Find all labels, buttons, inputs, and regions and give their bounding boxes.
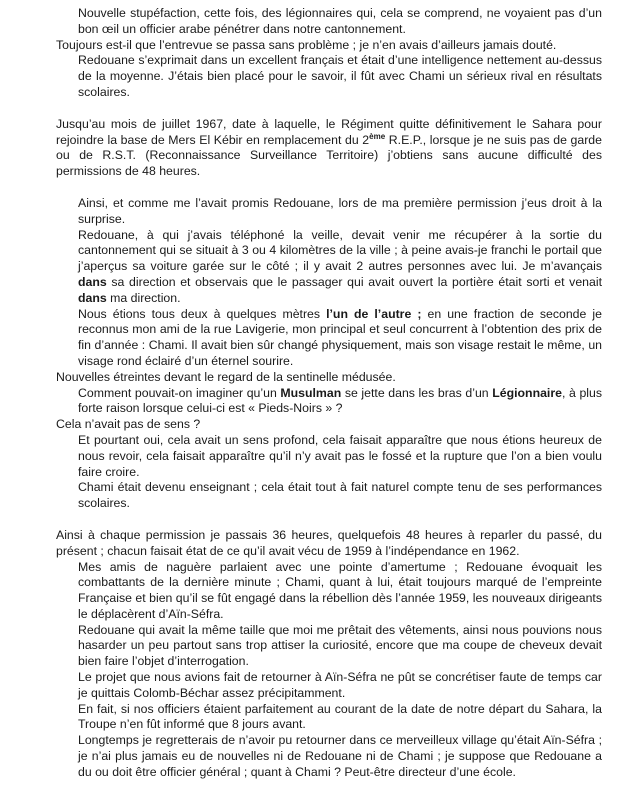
paragraph-8: Nouvelles étreintes devant le regard de la sentinelle médusée. bbox=[56, 369, 396, 384]
paragraph-3: Redouane s’exprimait dans un excellent français et était d’une intelligence nettement au-dessus de la moyenne. J’étais bien placé pour le savoir, il fût avec Chami un sérieux rival en résultats scolaires. bbox=[78, 53, 602, 99]
paragraph-15: Redouane qui avait la même taille que moi me prêtait des vêtements, ainsi nous pouvions nous hasarder un peu partout sans trop attiser la curiosité, encore que ma coupe de cheveux devait bien faire l’objet d’interrogation. bbox=[78, 622, 602, 669]
paragraph-12: Chami était devenu enseignant ; cela était tout à fait naturel compte tenu de ses performances scolaires. bbox=[78, 480, 602, 511]
paragraph-gap bbox=[56, 512, 602, 528]
paragraph-16: Le projet que nous avions fait de retourner à Aïn-Séfra ne pût se concrétiser faute de temps car je quittais Colomb-Béchar assez précipitamment. bbox=[78, 670, 602, 700]
paragraph-2: Toujours est-il que l’entrevue se passa sans problème ; je n’en avais d’ailleurs jamais douté. bbox=[56, 37, 557, 52]
paragraph-6: Redouane, à qui j’avais téléphoné la veille, devait venir me récupérer à la sortie du cantonnement qui se situait à 3 ou 4 kilomètres de la ville ; à peine avais-je franchi le portail que j’aperçus sa voiture garée sur le côté ; il y avait 2 autres personnes avec lui. Je m’avançais dans sa direction et observais que le passager qui avait ouvert la portière était sorti et venait dans ma direction. bbox=[78, 227, 602, 305]
paragraph-18: Longtemps je regretterais de n’avoir pu retourner dans ce merveilleux village qu’était Aïn-Séfra ; je n’ai plus jamais eu de nouvelles ni de Redouane ni de Chami ; je suppose que Redouane a du ou doit être officier général ; quant à Chami ? Peut-être directeur d’une école. bbox=[78, 733, 602, 779]
paragraph-4: Jusqu’au mois de juillet 1967, date à laquelle, le Régiment quitte définitivement le Sahara pour rejoindre la base de Mers El Kébir en remplacement du 2ème R.E.P., lorsque je ne suis pas de garde ou de R.S.T. (Reconnaissance Surveillance Territoire) j’obtiens sans aucune difficulté des permissions de 48 heures. bbox=[56, 116, 602, 179]
paragraph-17: En fait, si nos officiers étaient parfaitement au courant de la date de notre départ du Sahara, la Troupe n’en fût informé que 8 jours avant. bbox=[78, 701, 602, 732]
paragraph-10: Cela n’avait pas de sens ? bbox=[56, 417, 201, 432]
paragraph-9: Comment pouvait-on imaginer qu’un Musulman se jette dans les bras d’un Légionnaire, à plus forte raison lorsque celui-ci est « Pieds-Noirs » ? bbox=[78, 385, 602, 416]
paragraph-14: Mes amis de naguère parlaient avec une pointe d’amertume ; Redouane évoquait les combattants de la dernière minute ; Chami, quant à lui, était toujours marqué de l’empreinte Française et bien qu’il se fût engagé dans la rébellion dès l’année 1959, les nouveaux dirigeants le déplacèrent d’Aïn-Séfra. bbox=[78, 559, 602, 621]
paragraph-7: Nous étions tous deux à quelques mètres l’un de l’autre ; en une fraction de seconde je reconnus mon ami de la rue Lavigerie, mon principal et seul concurrent à l’obtention des prix de fin d’année : Chami. Il avait bien sûr changé physiquement, mais son visage restait le même, un visage rond éclairé d’un éternel sourire. bbox=[78, 306, 602, 368]
paragraph-11: Et pourtant oui, cela avait un sens profond, cela faisait apparaître que nous étions heureux de nous revoir, cela faisait apparaître qu’il n’y avait pas le fossé et la rupture que l’on a bien voulu faire croire. bbox=[78, 432, 602, 479]
paragraph-5: Ainsi, et comme me l’avait promis Redouane, lors de ma première permission j’eus droit à la surprise. bbox=[78, 195, 602, 226]
paragraph-1: Nouvelle stupéfaction, cette fois, des légionnaires qui, cela se comprend, ne voyaient pas d’un bon œil un officier arabe pénétrer dans notre cantonnement. bbox=[78, 6, 602, 36]
paragraph-gap bbox=[56, 180, 602, 196]
paragraph-gap bbox=[56, 101, 602, 117]
paragraph-13: Ainsi à chaque permission je passais 36 heures, quelquefois 48 heures à reparler du passé, du présent ; chacun faisait état de ce qu’il avait vécu de 1959 à l’indépendance en 1962. bbox=[56, 527, 602, 558]
